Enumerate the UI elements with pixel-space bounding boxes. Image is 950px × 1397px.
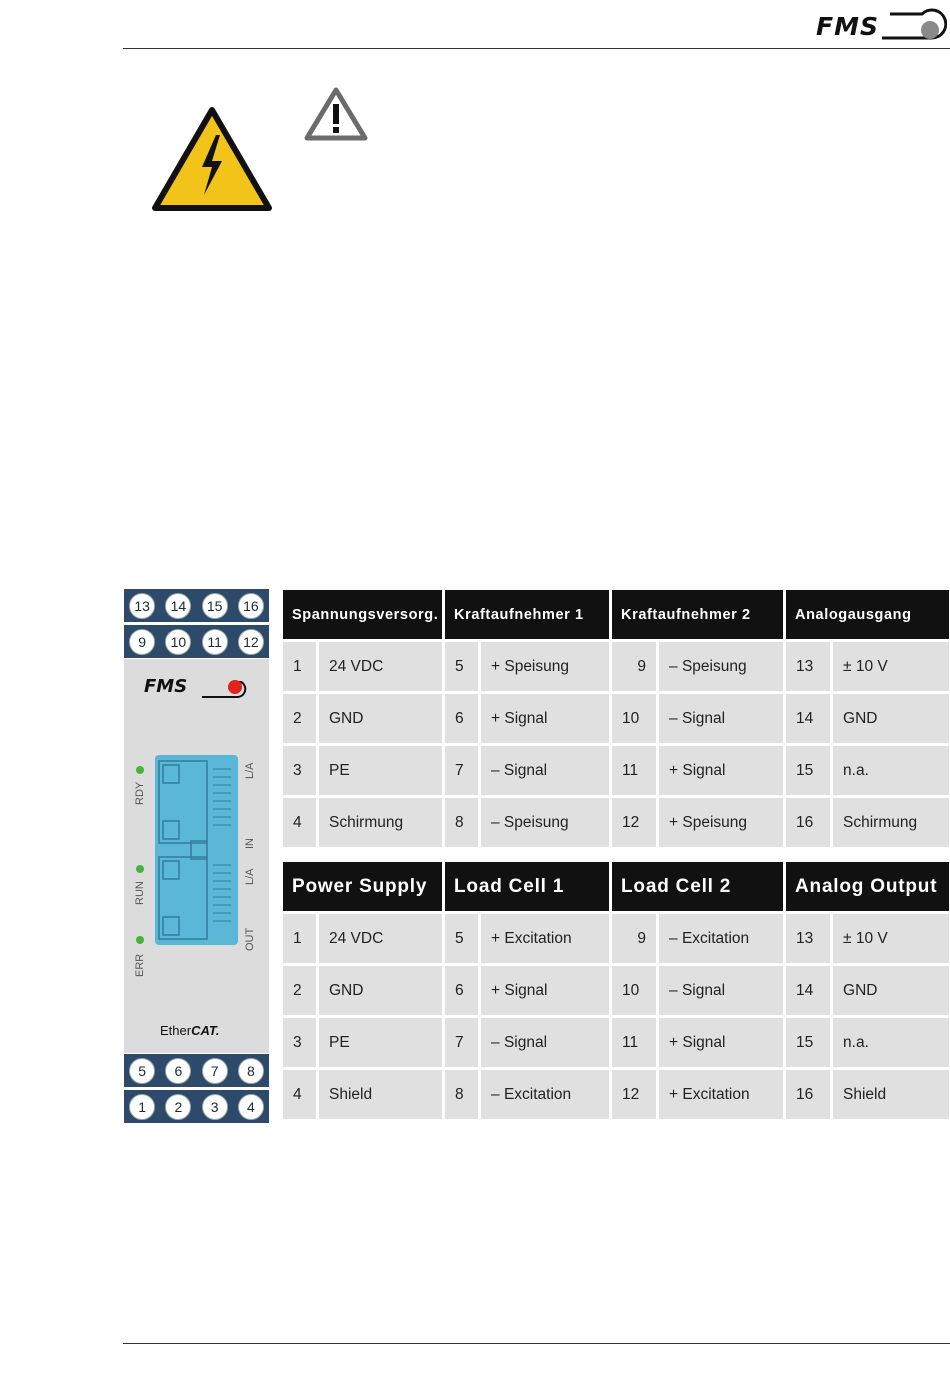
port-label-la-1: L/A bbox=[244, 762, 256, 779]
led-err-icon bbox=[136, 936, 144, 944]
pin-number: 7 bbox=[445, 1018, 478, 1067]
caution-warning-icon bbox=[303, 86, 369, 142]
pin-function: 24 VDC bbox=[319, 642, 442, 691]
terminal-row-top-2 bbox=[124, 625, 269, 658]
pin-function: + Signal bbox=[659, 1018, 783, 1067]
table-row bbox=[283, 798, 949, 847]
pin-function: + Excitation bbox=[481, 914, 609, 963]
pin-function: PE bbox=[319, 1018, 442, 1067]
pin-number: 1 bbox=[283, 642, 316, 691]
pin-number: 3 bbox=[283, 746, 316, 795]
terminal: 7 bbox=[202, 1058, 228, 1084]
table-header-row bbox=[283, 862, 949, 911]
pin-function: GND bbox=[319, 966, 442, 1015]
pin-number: 2 bbox=[283, 966, 316, 1015]
logo-text: FMS bbox=[816, 12, 879, 41]
pin-function: + Speisung bbox=[481, 642, 609, 691]
table-row bbox=[283, 1018, 949, 1067]
column-header: Kraftaufnehmer 1 bbox=[445, 590, 609, 639]
pin-function: GND bbox=[319, 694, 442, 743]
pin-number: 15 bbox=[786, 746, 830, 795]
pin-function: ± 10 V bbox=[833, 914, 949, 963]
pin-function: + Excitation bbox=[659, 1070, 783, 1119]
terminal: 12 bbox=[238, 629, 264, 655]
ethercat-prefix: Ether bbox=[160, 1023, 192, 1038]
table-row bbox=[283, 694, 949, 743]
pin-number: 13 bbox=[786, 914, 830, 963]
pin-function: – Signal bbox=[659, 966, 783, 1015]
pin-number: 13 bbox=[786, 642, 830, 691]
terminal: 8 bbox=[238, 1058, 264, 1084]
ethercat-suffix: CAT. bbox=[191, 1023, 220, 1038]
pin-number: 3 bbox=[283, 1018, 316, 1067]
device-body bbox=[124, 659, 269, 1053]
pin-number: 15 bbox=[786, 1018, 830, 1067]
table-row bbox=[283, 642, 949, 691]
pin-function: GND bbox=[833, 694, 949, 743]
terminal: 1 bbox=[129, 1094, 155, 1120]
pin-number: 8 bbox=[445, 1070, 478, 1119]
pin-number: 6 bbox=[445, 694, 478, 743]
table-row bbox=[283, 914, 949, 963]
header-divider bbox=[123, 48, 950, 49]
pin-number: 5 bbox=[445, 914, 478, 963]
column-header: Load Cell 2 bbox=[612, 862, 783, 911]
ethernet-port-icon bbox=[155, 755, 238, 945]
pin-function: n.a. bbox=[833, 746, 949, 795]
port-label-out: OUT bbox=[244, 927, 256, 951]
pin-function: – Excitation bbox=[659, 914, 783, 963]
port-label-in: IN bbox=[244, 838, 256, 849]
pin-table-german bbox=[280, 587, 950, 850]
pin-number: 10 bbox=[612, 966, 656, 1015]
pin-number: 16 bbox=[786, 1070, 830, 1119]
pin-function: – Speisung bbox=[659, 642, 783, 691]
terminal: 3 bbox=[202, 1094, 228, 1120]
pin-function: PE bbox=[319, 746, 442, 795]
pin-function: Schirmung bbox=[833, 798, 949, 847]
port-label-la-2: L/A bbox=[244, 868, 256, 885]
pin-number: 14 bbox=[786, 966, 830, 1015]
pin-function: + Signal bbox=[481, 966, 609, 1015]
device-logo: FMS bbox=[144, 676, 188, 697]
pin-function: n.a. bbox=[833, 1018, 949, 1067]
high-voltage-warning-icon bbox=[150, 105, 274, 213]
column-header: Power Supply bbox=[283, 862, 442, 911]
pin-number: 2 bbox=[283, 694, 316, 743]
pin-function: Schirmung bbox=[319, 798, 442, 847]
pin-function: – Signal bbox=[481, 1018, 609, 1067]
pin-number: 11 bbox=[612, 1018, 656, 1067]
pin-number: 4 bbox=[283, 798, 316, 847]
footer-divider bbox=[123, 1343, 950, 1344]
pin-function: – Signal bbox=[481, 746, 609, 795]
table-row bbox=[283, 1070, 949, 1119]
pin-function: GND bbox=[833, 966, 949, 1015]
pin-number: 12 bbox=[612, 798, 656, 847]
pin-number: 7 bbox=[445, 746, 478, 795]
pin-function: ± 10 V bbox=[833, 642, 949, 691]
table-row bbox=[283, 746, 949, 795]
pin-function: – Signal bbox=[659, 694, 783, 743]
column-header: Spannungsversorg. bbox=[283, 590, 442, 639]
column-header: Load Cell 1 bbox=[445, 862, 609, 911]
pin-function: Shield bbox=[319, 1070, 442, 1119]
led-label-err: ERR bbox=[134, 953, 146, 977]
ethercat-logo bbox=[160, 1023, 219, 1038]
pin-number: 10 bbox=[612, 694, 656, 743]
pin-table-english bbox=[280, 859, 950, 1122]
device-illustration bbox=[124, 589, 269, 1123]
terminal: 5 bbox=[129, 1058, 155, 1084]
fms-logo bbox=[812, 8, 947, 44]
terminal: 6 bbox=[165, 1058, 191, 1084]
pin-function: + Signal bbox=[659, 746, 783, 795]
column-header: Kraftaufnehmer 2 bbox=[612, 590, 783, 639]
pin-number: 12 bbox=[612, 1070, 656, 1119]
terminal: 10 bbox=[165, 629, 191, 655]
pin-function: – Excitation bbox=[481, 1070, 609, 1119]
pin-number: 9 bbox=[612, 642, 656, 691]
pin-function: + Speisung bbox=[659, 798, 783, 847]
pin-number: 1 bbox=[283, 914, 316, 963]
pin-number: 8 bbox=[445, 798, 478, 847]
device-logo-swoosh-icon bbox=[202, 681, 250, 699]
terminal-row-bottom-1 bbox=[124, 1054, 269, 1087]
led-rdy-icon bbox=[136, 766, 144, 774]
table-header-row bbox=[283, 590, 949, 639]
terminal: 9 bbox=[129, 629, 155, 655]
pin-number: 9 bbox=[612, 914, 656, 963]
terminal-row-bottom-2 bbox=[124, 1090, 269, 1123]
pin-number: 14 bbox=[786, 694, 830, 743]
terminal: 14 bbox=[165, 593, 191, 619]
pin-function: 24 VDC bbox=[319, 914, 442, 963]
led-label-run: RUN bbox=[134, 881, 146, 905]
terminal-row-top-1 bbox=[124, 589, 269, 622]
terminal: 2 bbox=[165, 1094, 191, 1120]
pin-number: 6 bbox=[445, 966, 478, 1015]
terminal: 11 bbox=[202, 629, 228, 655]
terminal: 13 bbox=[129, 593, 155, 619]
pin-number: 16 bbox=[786, 798, 830, 847]
pin-function: Shield bbox=[833, 1070, 949, 1119]
device-logo-dot-icon bbox=[228, 680, 242, 694]
table-row bbox=[283, 966, 949, 1015]
pin-function: + Signal bbox=[481, 694, 609, 743]
terminal: 4 bbox=[238, 1094, 264, 1120]
terminal: 15 bbox=[202, 593, 228, 619]
pin-number: 11 bbox=[612, 746, 656, 795]
pin-function: – Speisung bbox=[481, 798, 609, 847]
pin-number: 4 bbox=[283, 1070, 316, 1119]
pin-number: 5 bbox=[445, 642, 478, 691]
led-label-rdy: RDY bbox=[134, 781, 146, 805]
column-header: Analogausgang bbox=[786, 590, 949, 639]
terminal: 16 bbox=[238, 593, 264, 619]
column-header: Analog Output bbox=[786, 862, 949, 911]
led-run-icon bbox=[136, 865, 144, 873]
